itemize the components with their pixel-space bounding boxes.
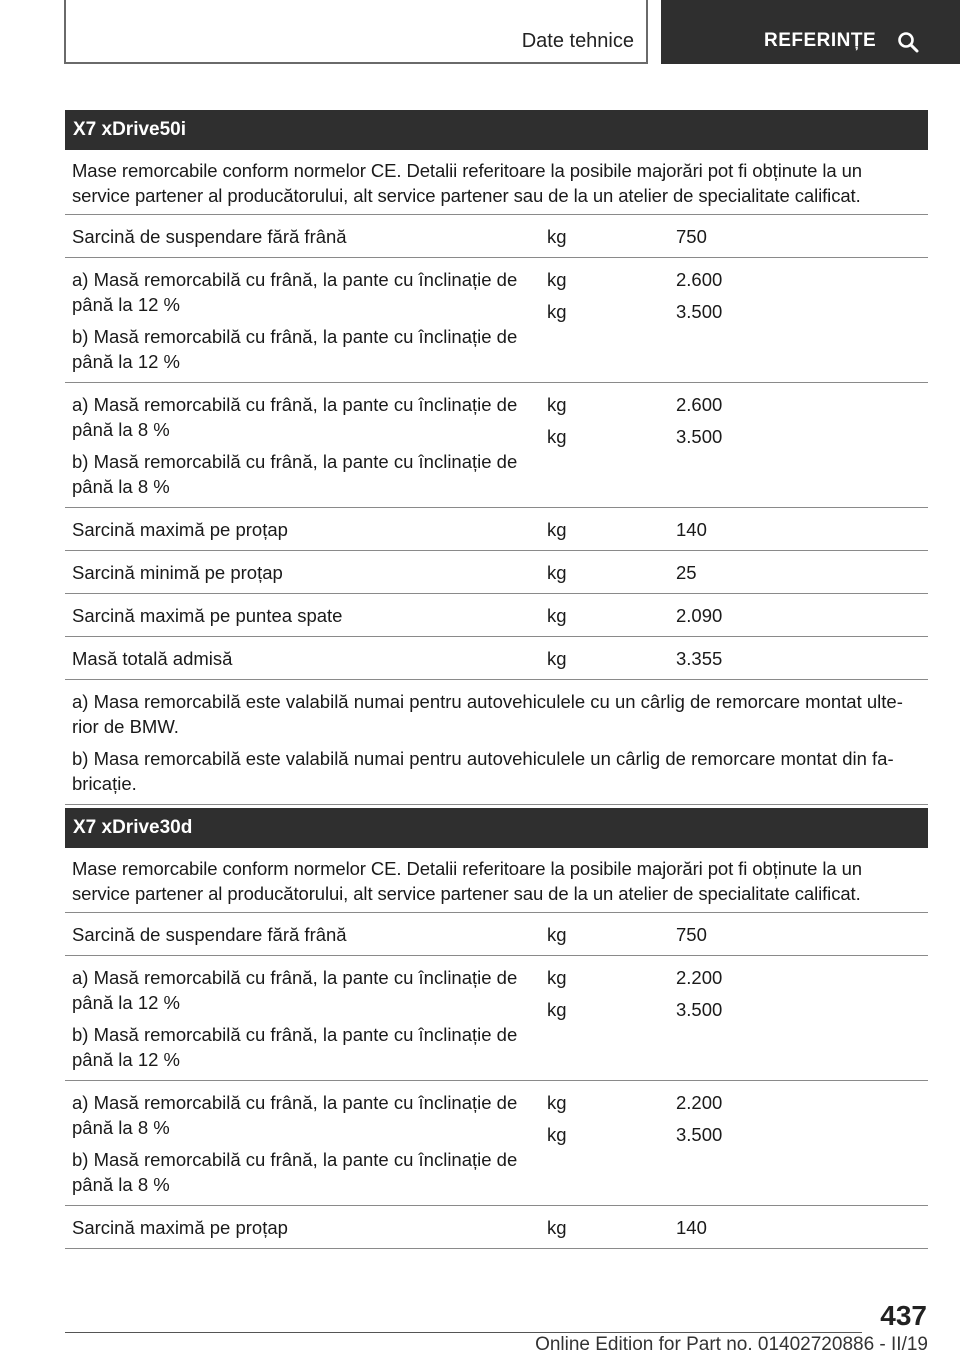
table-row (65, 383, 928, 508)
table-row (65, 1081, 928, 1206)
table-row (65, 258, 928, 383)
specs-table (65, 913, 928, 1249)
footer-divider (65, 1332, 862, 1333)
row-unit: kg (540, 913, 669, 956)
row-unit: kg (540, 594, 669, 637)
row-unit: kg (540, 551, 669, 594)
page-number: 437 (880, 1300, 927, 1331)
section-title: X7 xDrive50i (65, 110, 928, 150)
header-tab-referinte[interactable] (661, 0, 960, 64)
row-value: 750 (669, 215, 928, 258)
section-intro: Mase remorcabile conform normelor CE. Detalii referitoare la posibile majorări pot fi obținute la un service partener al producătorului, alt service partener sau de la un atelier de specialitate calificat. (65, 150, 928, 215)
section-title: X7 xDrive30d (65, 808, 928, 848)
row-unit: kg (540, 1206, 669, 1249)
row-unit: kg kg (540, 956, 669, 1081)
row-value: 2.200 3.500 (669, 956, 928, 1081)
row-label: Sarcină maximă pe proțap (65, 1206, 540, 1249)
row-value: 25 (669, 551, 928, 594)
row-value: 750 (669, 913, 928, 956)
row-value: 3.355 (669, 637, 928, 680)
section-intro: Mase remorcabile conform normelor CE. Detalii referitoare la posibile majorări pot fi obținute la un service partener al producătorului, alt service partener sau de la un atelier de specialitate calificat. (65, 848, 928, 913)
search-icon[interactable] (896, 30, 920, 54)
section-x7-xdrive50i (65, 110, 928, 805)
header-tab-label: REFERINȚE (764, 30, 877, 51)
table-row (65, 913, 928, 956)
row-value: 2.090 (669, 594, 928, 637)
row-label: a) Masă remorcabilă cu frână, la pante cu înclinație de până la 8 % b) Masă remorcabilă cu frână, la pante cu înclinație de până la 8 % (65, 383, 540, 508)
section-x7-xdrive30d (65, 808, 928, 1249)
row-label: Sarcină de suspendare fără frână (65, 913, 540, 956)
row-label: Sarcină de suspendare fără frână (65, 215, 540, 258)
row-label: Masă totală admisă (65, 637, 540, 680)
row-value: 2.600 3.500 (669, 258, 928, 383)
row-label: a) Masă remorcabilă cu frână, la pante cu înclinație de până la 12 % b) Masă remorcabilă cu frână, la pante cu înclinație de până la 12 % (65, 956, 540, 1081)
header-section-box (64, 0, 648, 64)
table-row (65, 1206, 928, 1249)
footnote-a: a) Masa remorcabilă este valabilă numai pentru autovehiculele cu un cârlig de remorcare montat ulte-rior de BMW. (72, 691, 903, 737)
footnotes (65, 680, 928, 805)
table-row (65, 637, 928, 680)
row-value: 140 (669, 508, 928, 551)
row-label: a) Masă remorcabilă cu frână, la pante cu înclinație de până la 8 % b) Masă remorcabilă cu frână, la pante cu înclinație de până la 8 % (65, 1081, 540, 1206)
row-value: 2.600 3.500 (669, 383, 928, 508)
row-value: 2.200 3.500 (669, 1081, 928, 1206)
row-unit: kg (540, 215, 669, 258)
table-row (65, 551, 928, 594)
row-unit: kg kg (540, 258, 669, 383)
table-row (65, 594, 928, 637)
table-row (65, 956, 928, 1081)
row-label: a) Masă remorcabilă cu frână, la pante cu înclinație de până la 12 % b) Masă remorcabilă cu frână, la pante cu înclinație de până la 12 % (65, 258, 540, 383)
row-unit: kg (540, 508, 669, 551)
row-unit: kg kg (540, 383, 669, 508)
table-row (65, 215, 928, 258)
row-value: 140 (669, 1206, 928, 1249)
header-section-label: Date tehnice (521, 30, 634, 52)
footnote-b: b) Masa remorcabilă este valabilă numai pentru autovehiculele un cârlig de remorcare montat din fa-bricație. (72, 748, 894, 794)
row-unit: kg kg (540, 1081, 669, 1206)
row-unit: kg (540, 637, 669, 680)
row-label: Sarcină maximă pe puntea spate (65, 594, 540, 637)
specs-table (65, 215, 928, 680)
table-row (65, 508, 928, 551)
footer-edition: Online Edition for Part no. 01402720886 - II/19 (535, 1334, 928, 1355)
row-label: Sarcină minimă pe proțap (65, 551, 540, 594)
row-label: Sarcină maximă pe proțap (65, 508, 540, 551)
